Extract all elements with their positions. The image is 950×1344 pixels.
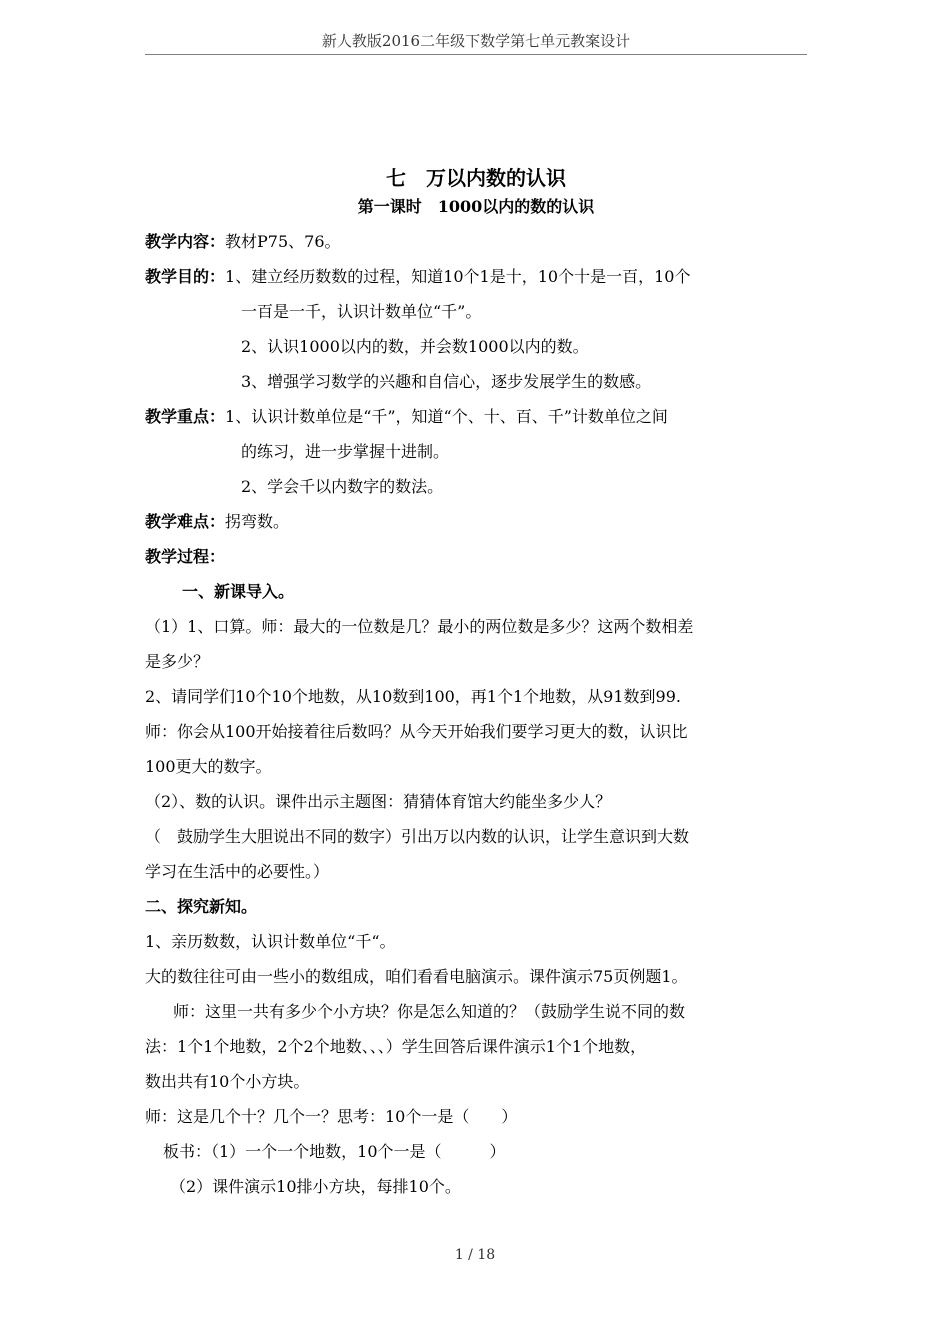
key-point-1: 1、认识计数单位是“千”，知道“个、十、百、千”计数单位之间 — [225, 407, 668, 426]
section-2-para-3-end: 数出共有10个小方块。 — [145, 1072, 310, 1091]
goal-2: 2、认识1000以内的数，并会数1000以内的数。 — [241, 337, 589, 356]
section-2-title: 二、探究新知。 — [145, 897, 258, 916]
section-1-title: 一、新课导入。 — [182, 582, 295, 601]
page-header: 新人教版2016二年级下数学第七单元教案设计 — [145, 30, 807, 55]
teaching-goals — [145, 259, 807, 294]
section-2-para-3: 师：这里一共有多少个小方块？你是怎么知道的？（鼓励学生说不同的数 — [173, 1002, 686, 1021]
teaching-difficulty — [145, 504, 807, 539]
teaching-key-points — [145, 399, 807, 434]
goal-1: 1、建立经历数数的过程，知道10个1是十，10个十是一百，10个 — [225, 267, 691, 286]
section-1-para-3: 师：你会从100开始接着往后数吗？从今天开始我们要学习更大的数，认识比 — [145, 722, 688, 741]
difficulty-label: 教学难点： — [145, 512, 226, 531]
section-1-para-1-continued: 是多少？ — [145, 652, 210, 671]
section-1-para-3-continued: 100更大的数字。 — [145, 757, 272, 776]
teaching-content-label: 教学内容： — [145, 232, 226, 251]
section-1-para-1: （1）1、口算。师：最大的一位数是几？最小的两位数是多少？这两个数相差 — [145, 617, 694, 636]
blackboard-note: 板书：（1）一个一个地数，10个一是（ ） — [163, 1142, 506, 1161]
section-1-para-5-continued: 学习在生活中的必要性。） — [145, 862, 330, 881]
section-2-para-6: （2）课件演示10排小方块，每排10个。 — [170, 1177, 461, 1196]
goal-1-continued: 一百是一千，认识计数单位“千”。 — [241, 302, 482, 321]
section-2-para-4: 师：这是几个十？几个一？思考：10个一是（ ） — [145, 1107, 518, 1126]
key-points-label: 教学重点： — [145, 407, 226, 426]
section-2-para-3-continued: 法：1个1个地数，2个2个地数、、、）学生回答后课件演示1个1个地数， — [145, 1037, 647, 1056]
section-1-para-4: （2）、数的认识。课件出示主题图：猜猜体育馆大约能坐多少人？ — [145, 792, 612, 811]
teaching-goals-label: 教学目的： — [145, 267, 226, 286]
key-point-2: 2、学会千以内数字的数法。 — [241, 477, 444, 496]
teaching-content-text: 教材P75、76。 — [225, 232, 341, 251]
chapter-title: 七 万以内数的认识 — [386, 166, 566, 190]
document-body — [145, 160, 807, 1204]
section-2-para-2: 大的数往往可由一些小的数组成，咱们看看电脑演示。课件演示75页例题1。 — [145, 967, 688, 986]
section-2-para-1: 1、亲历数数，认识计数单位“千“。 — [145, 932, 396, 951]
section-1-para-5: （ 鼓励学生大胆说出不同的数字）引出万以内数的认识，让学生意识到大数 — [145, 827, 690, 846]
difficulty-text: 拐弯数。 — [225, 512, 290, 531]
page-number: 1 / 18 — [454, 1247, 496, 1263]
lesson-subtitle: 第一课时 1000以内的数的认识 — [357, 197, 595, 216]
process-label: 教学过程： — [145, 547, 226, 566]
teaching-content — [145, 224, 807, 259]
section-1-para-2: 2、请同学们10个10个地数，从10数到100，再1个1个地数，从91数到99. — [145, 687, 681, 706]
goal-3: 3、增强学习数学的兴趣和自信心，逐步发展学生的数感。 — [241, 372, 652, 391]
key-point-1-continued: 的练习，进一步掌握十进制。 — [241, 442, 450, 461]
